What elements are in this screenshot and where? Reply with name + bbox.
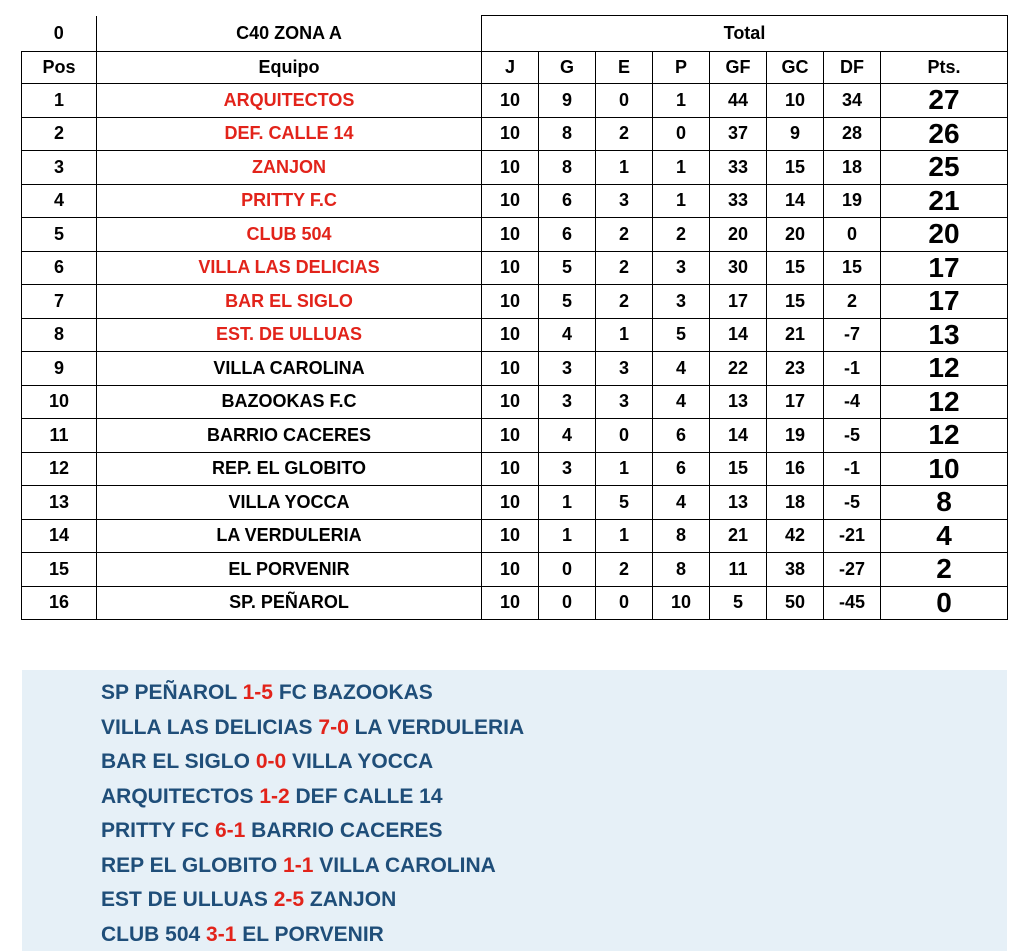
team-name: ZANJON <box>97 151 482 185</box>
points-cell: 10 <box>881 452 1008 486</box>
goal-diff-cell: -21 <box>824 519 881 553</box>
result-line <box>101 711 1007 746</box>
played-cell: 10 <box>482 452 539 486</box>
goals-for-cell: 15 <box>710 452 767 486</box>
points-cell: 26 <box>881 117 1008 151</box>
goals-for-cell: 13 <box>710 385 767 419</box>
team-name: SP. PEÑAROL <box>97 586 482 620</box>
pos-cell: 9 <box>22 352 97 386</box>
goal-diff-cell: -45 <box>824 586 881 620</box>
won-cell: 4 <box>539 419 596 453</box>
points-cell: 25 <box>881 151 1008 185</box>
goals-for-cell: 44 <box>710 84 767 118</box>
drawn-cell: 3 <box>596 385 653 419</box>
pos-cell: 15 <box>22 553 97 587</box>
points-cell: 17 <box>881 285 1008 319</box>
points-cell: 8 <box>881 486 1008 520</box>
pos-cell: 3 <box>22 151 97 185</box>
won-cell: 9 <box>539 84 596 118</box>
lost-cell: 10 <box>653 586 710 620</box>
standings-table <box>21 15 1008 620</box>
result-score: 7-0 <box>318 716 348 739</box>
goal-diff-cell: 34 <box>824 84 881 118</box>
goals-against-cell: 23 <box>767 352 824 386</box>
points-cell: 4 <box>881 519 1008 553</box>
won-cell: 6 <box>539 184 596 218</box>
team-name: EST. DE ULLUAS <box>97 318 482 352</box>
goal-diff-cell: -27 <box>824 553 881 587</box>
lost-cell: 3 <box>653 251 710 285</box>
pos-cell: 10 <box>22 385 97 419</box>
top-left-value: 0 <box>22 16 97 52</box>
lost-cell: 1 <box>653 151 710 185</box>
result-score: 1-1 <box>283 854 313 877</box>
result-line <box>101 883 1007 918</box>
points-cell: 27 <box>881 84 1008 118</box>
result-score: 6-1 <box>215 819 245 842</box>
col-header-g: G <box>539 52 596 84</box>
goal-diff-cell: -4 <box>824 385 881 419</box>
drawn-cell: 1 <box>596 318 653 352</box>
won-cell: 3 <box>539 452 596 486</box>
table-row <box>22 151 1008 185</box>
played-cell: 10 <box>482 419 539 453</box>
pos-cell: 7 <box>22 285 97 319</box>
result-home-team: SP PEÑAROL <box>101 681 237 704</box>
result-line <box>101 676 1007 711</box>
table-row <box>22 519 1008 553</box>
result-away-team: BARRIO CACERES <box>251 819 442 842</box>
goals-against-cell: 50 <box>767 586 824 620</box>
goal-diff-cell: -1 <box>824 452 881 486</box>
result-away-team: DEF CALLE 14 <box>296 785 443 808</box>
drawn-cell: 0 <box>596 84 653 118</box>
lost-cell: 1 <box>653 84 710 118</box>
won-cell: 3 <box>539 352 596 386</box>
team-name: CLUB 504 <box>97 218 482 252</box>
goal-diff-cell: 2 <box>824 285 881 319</box>
pos-cell: 13 <box>22 486 97 520</box>
goals-against-cell: 15 <box>767 285 824 319</box>
col-header-gc: GC <box>767 52 824 84</box>
drawn-cell: 1 <box>596 519 653 553</box>
drawn-cell: 2 <box>596 553 653 587</box>
pos-cell: 11 <box>22 419 97 453</box>
result-away-team: VILLA CAROLINA <box>319 854 496 877</box>
lost-cell: 5 <box>653 318 710 352</box>
lost-cell: 2 <box>653 218 710 252</box>
team-name: BAR EL SIGLO <box>97 285 482 319</box>
table-row <box>22 84 1008 118</box>
table-row <box>22 117 1008 151</box>
won-cell: 0 <box>539 586 596 620</box>
col-header-j: J <box>482 52 539 84</box>
played-cell: 10 <box>482 151 539 185</box>
table-row <box>22 419 1008 453</box>
result-home-team: REP EL GLOBITO <box>101 854 277 877</box>
played-cell: 10 <box>482 184 539 218</box>
team-name: VILLA CAROLINA <box>97 352 482 386</box>
team-name: VILLA LAS DELICIAS <box>97 251 482 285</box>
played-cell: 10 <box>482 519 539 553</box>
goal-diff-cell: 19 <box>824 184 881 218</box>
played-cell: 10 <box>482 117 539 151</box>
result-home-team: EST DE ULLUAS <box>101 888 268 911</box>
played-cell: 10 <box>482 385 539 419</box>
result-away-team: VILLA YOCCA <box>292 750 433 773</box>
goals-for-cell: 5 <box>710 586 767 620</box>
drawn-cell: 3 <box>596 352 653 386</box>
goal-diff-cell: -7 <box>824 318 881 352</box>
pos-cell: 6 <box>22 251 97 285</box>
won-cell: 3 <box>539 385 596 419</box>
goals-for-cell: 30 <box>710 251 767 285</box>
won-cell: 1 <box>539 519 596 553</box>
goal-diff-cell: 0 <box>824 218 881 252</box>
table-row <box>22 218 1008 252</box>
result-score: 3-1 <box>206 923 236 946</box>
played-cell: 10 <box>482 486 539 520</box>
played-cell: 10 <box>482 251 539 285</box>
result-score: 2-5 <box>274 888 304 911</box>
goal-diff-cell: 18 <box>824 151 881 185</box>
points-cell: 13 <box>881 318 1008 352</box>
team-name: ARQUITECTOS <box>97 84 482 118</box>
goal-diff-cell: -1 <box>824 352 881 386</box>
result-home-team: BAR EL SIGLO <box>101 750 250 773</box>
lost-cell: 8 <box>653 519 710 553</box>
goals-against-cell: 14 <box>767 184 824 218</box>
pos-cell: 8 <box>22 318 97 352</box>
team-name: LA VERDULERIA <box>97 519 482 553</box>
goal-diff-cell: 28 <box>824 117 881 151</box>
goals-against-cell: 15 <box>767 251 824 285</box>
team-name: VILLA YOCCA <box>97 486 482 520</box>
team-name: EL PORVENIR <box>97 553 482 587</box>
goals-against-cell: 20 <box>767 218 824 252</box>
won-cell: 5 <box>539 251 596 285</box>
pos-cell: 4 <box>22 184 97 218</box>
points-cell: 12 <box>881 352 1008 386</box>
lost-cell: 8 <box>653 553 710 587</box>
table-title-row <box>22 16 1008 52</box>
col-header-pts: Pts. <box>881 52 1008 84</box>
team-name: DEF. CALLE 14 <box>97 117 482 151</box>
result-line <box>101 780 1007 815</box>
col-header-pos: Pos <box>22 52 97 84</box>
goals-for-cell: 11 <box>710 553 767 587</box>
result-home-team: CLUB 504 <box>101 923 200 946</box>
drawn-cell: 2 <box>596 285 653 319</box>
col-header-equipo: Equipo <box>97 52 482 84</box>
col-header-gf: GF <box>710 52 767 84</box>
goals-against-cell: 18 <box>767 486 824 520</box>
table-row <box>22 452 1008 486</box>
won-cell: 1 <box>539 486 596 520</box>
lost-cell: 4 <box>653 385 710 419</box>
won-cell: 8 <box>539 117 596 151</box>
table-row <box>22 553 1008 587</box>
goal-diff-cell: -5 <box>824 419 881 453</box>
goals-for-cell: 33 <box>710 184 767 218</box>
pos-cell: 16 <box>22 586 97 620</box>
goals-for-cell: 14 <box>710 419 767 453</box>
played-cell: 10 <box>482 218 539 252</box>
points-cell: 21 <box>881 184 1008 218</box>
played-cell: 10 <box>482 285 539 319</box>
played-cell: 10 <box>482 352 539 386</box>
col-header-e: E <box>596 52 653 84</box>
played-cell: 10 <box>482 553 539 587</box>
goals-against-cell: 21 <box>767 318 824 352</box>
drawn-cell: 1 <box>596 151 653 185</box>
result-line <box>101 814 1007 849</box>
team-name: REP. EL GLOBITO <box>97 452 482 486</box>
goals-against-cell: 16 <box>767 452 824 486</box>
team-name: BAZOOKAS F.C <box>97 385 482 419</box>
goals-against-cell: 9 <box>767 117 824 151</box>
goals-for-cell: 21 <box>710 519 767 553</box>
points-cell: 12 <box>881 385 1008 419</box>
drawn-cell: 2 <box>596 218 653 252</box>
league-title: C40 ZONA A <box>97 16 482 52</box>
lost-cell: 3 <box>653 285 710 319</box>
goals-against-cell: 19 <box>767 419 824 453</box>
pos-cell: 5 <box>22 218 97 252</box>
goal-diff-cell: 15 <box>824 251 881 285</box>
table-row <box>22 352 1008 386</box>
result-line <box>101 918 1007 952</box>
result-line <box>101 849 1007 884</box>
drawn-cell: 2 <box>596 117 653 151</box>
pos-cell: 14 <box>22 519 97 553</box>
goals-against-cell: 17 <box>767 385 824 419</box>
goals-against-cell: 38 <box>767 553 824 587</box>
total-header: Total <box>482 16 1008 52</box>
goals-for-cell: 22 <box>710 352 767 386</box>
points-cell: 12 <box>881 419 1008 453</box>
points-cell: 20 <box>881 218 1008 252</box>
goals-for-cell: 17 <box>710 285 767 319</box>
won-cell: 4 <box>539 318 596 352</box>
lost-cell: 4 <box>653 352 710 386</box>
result-away-team: LA VERDULERIA <box>355 716 525 739</box>
lost-cell: 6 <box>653 452 710 486</box>
drawn-cell: 0 <box>596 419 653 453</box>
team-name: BARRIO CACERES <box>97 419 482 453</box>
goals-against-cell: 15 <box>767 151 824 185</box>
table-row <box>22 486 1008 520</box>
result-away-team: ZANJON <box>310 888 396 911</box>
won-cell: 0 <box>539 553 596 587</box>
table-row <box>22 385 1008 419</box>
col-header-df: DF <box>824 52 881 84</box>
drawn-cell: 1 <box>596 452 653 486</box>
played-cell: 10 <box>482 318 539 352</box>
points-cell: 17 <box>881 251 1008 285</box>
lost-cell: 4 <box>653 486 710 520</box>
lost-cell: 6 <box>653 419 710 453</box>
pos-cell: 12 <box>22 452 97 486</box>
points-cell: 0 <box>881 586 1008 620</box>
result-score: 1-5 <box>243 681 273 704</box>
col-header-p: P <box>653 52 710 84</box>
table-row <box>22 251 1008 285</box>
goals-for-cell: 14 <box>710 318 767 352</box>
drawn-cell: 3 <box>596 184 653 218</box>
won-cell: 5 <box>539 285 596 319</box>
result-home-team: VILLA LAS DELICIAS <box>101 716 313 739</box>
points-cell: 2 <box>881 553 1008 587</box>
table-row <box>22 318 1008 352</box>
goals-against-cell: 42 <box>767 519 824 553</box>
match-results-panel <box>22 670 1007 951</box>
goals-for-cell: 13 <box>710 486 767 520</box>
goals-against-cell: 10 <box>767 84 824 118</box>
result-score: 1-2 <box>259 785 289 808</box>
column-header-row <box>22 52 1008 84</box>
table-row <box>22 285 1008 319</box>
goals-for-cell: 20 <box>710 218 767 252</box>
goals-for-cell: 37 <box>710 117 767 151</box>
result-home-team: ARQUITECTOS <box>101 785 253 808</box>
won-cell: 8 <box>539 151 596 185</box>
result-away-team: FC BAZOOKAS <box>279 681 433 704</box>
drawn-cell: 2 <box>596 251 653 285</box>
pos-cell: 2 <box>22 117 97 151</box>
played-cell: 10 <box>482 586 539 620</box>
lost-cell: 0 <box>653 117 710 151</box>
played-cell: 10 <box>482 84 539 118</box>
team-name: PRITTY F.C <box>97 184 482 218</box>
result-away-team: EL PORVENIR <box>242 923 384 946</box>
result-score: 0-0 <box>256 750 286 773</box>
won-cell: 6 <box>539 218 596 252</box>
lost-cell: 1 <box>653 184 710 218</box>
result-home-team: PRITTY FC <box>101 819 209 842</box>
drawn-cell: 0 <box>596 586 653 620</box>
goals-for-cell: 33 <box>710 151 767 185</box>
table-row <box>22 586 1008 620</box>
goal-diff-cell: -5 <box>824 486 881 520</box>
table-row <box>22 184 1008 218</box>
drawn-cell: 5 <box>596 486 653 520</box>
result-line <box>101 745 1007 780</box>
pos-cell: 1 <box>22 84 97 118</box>
